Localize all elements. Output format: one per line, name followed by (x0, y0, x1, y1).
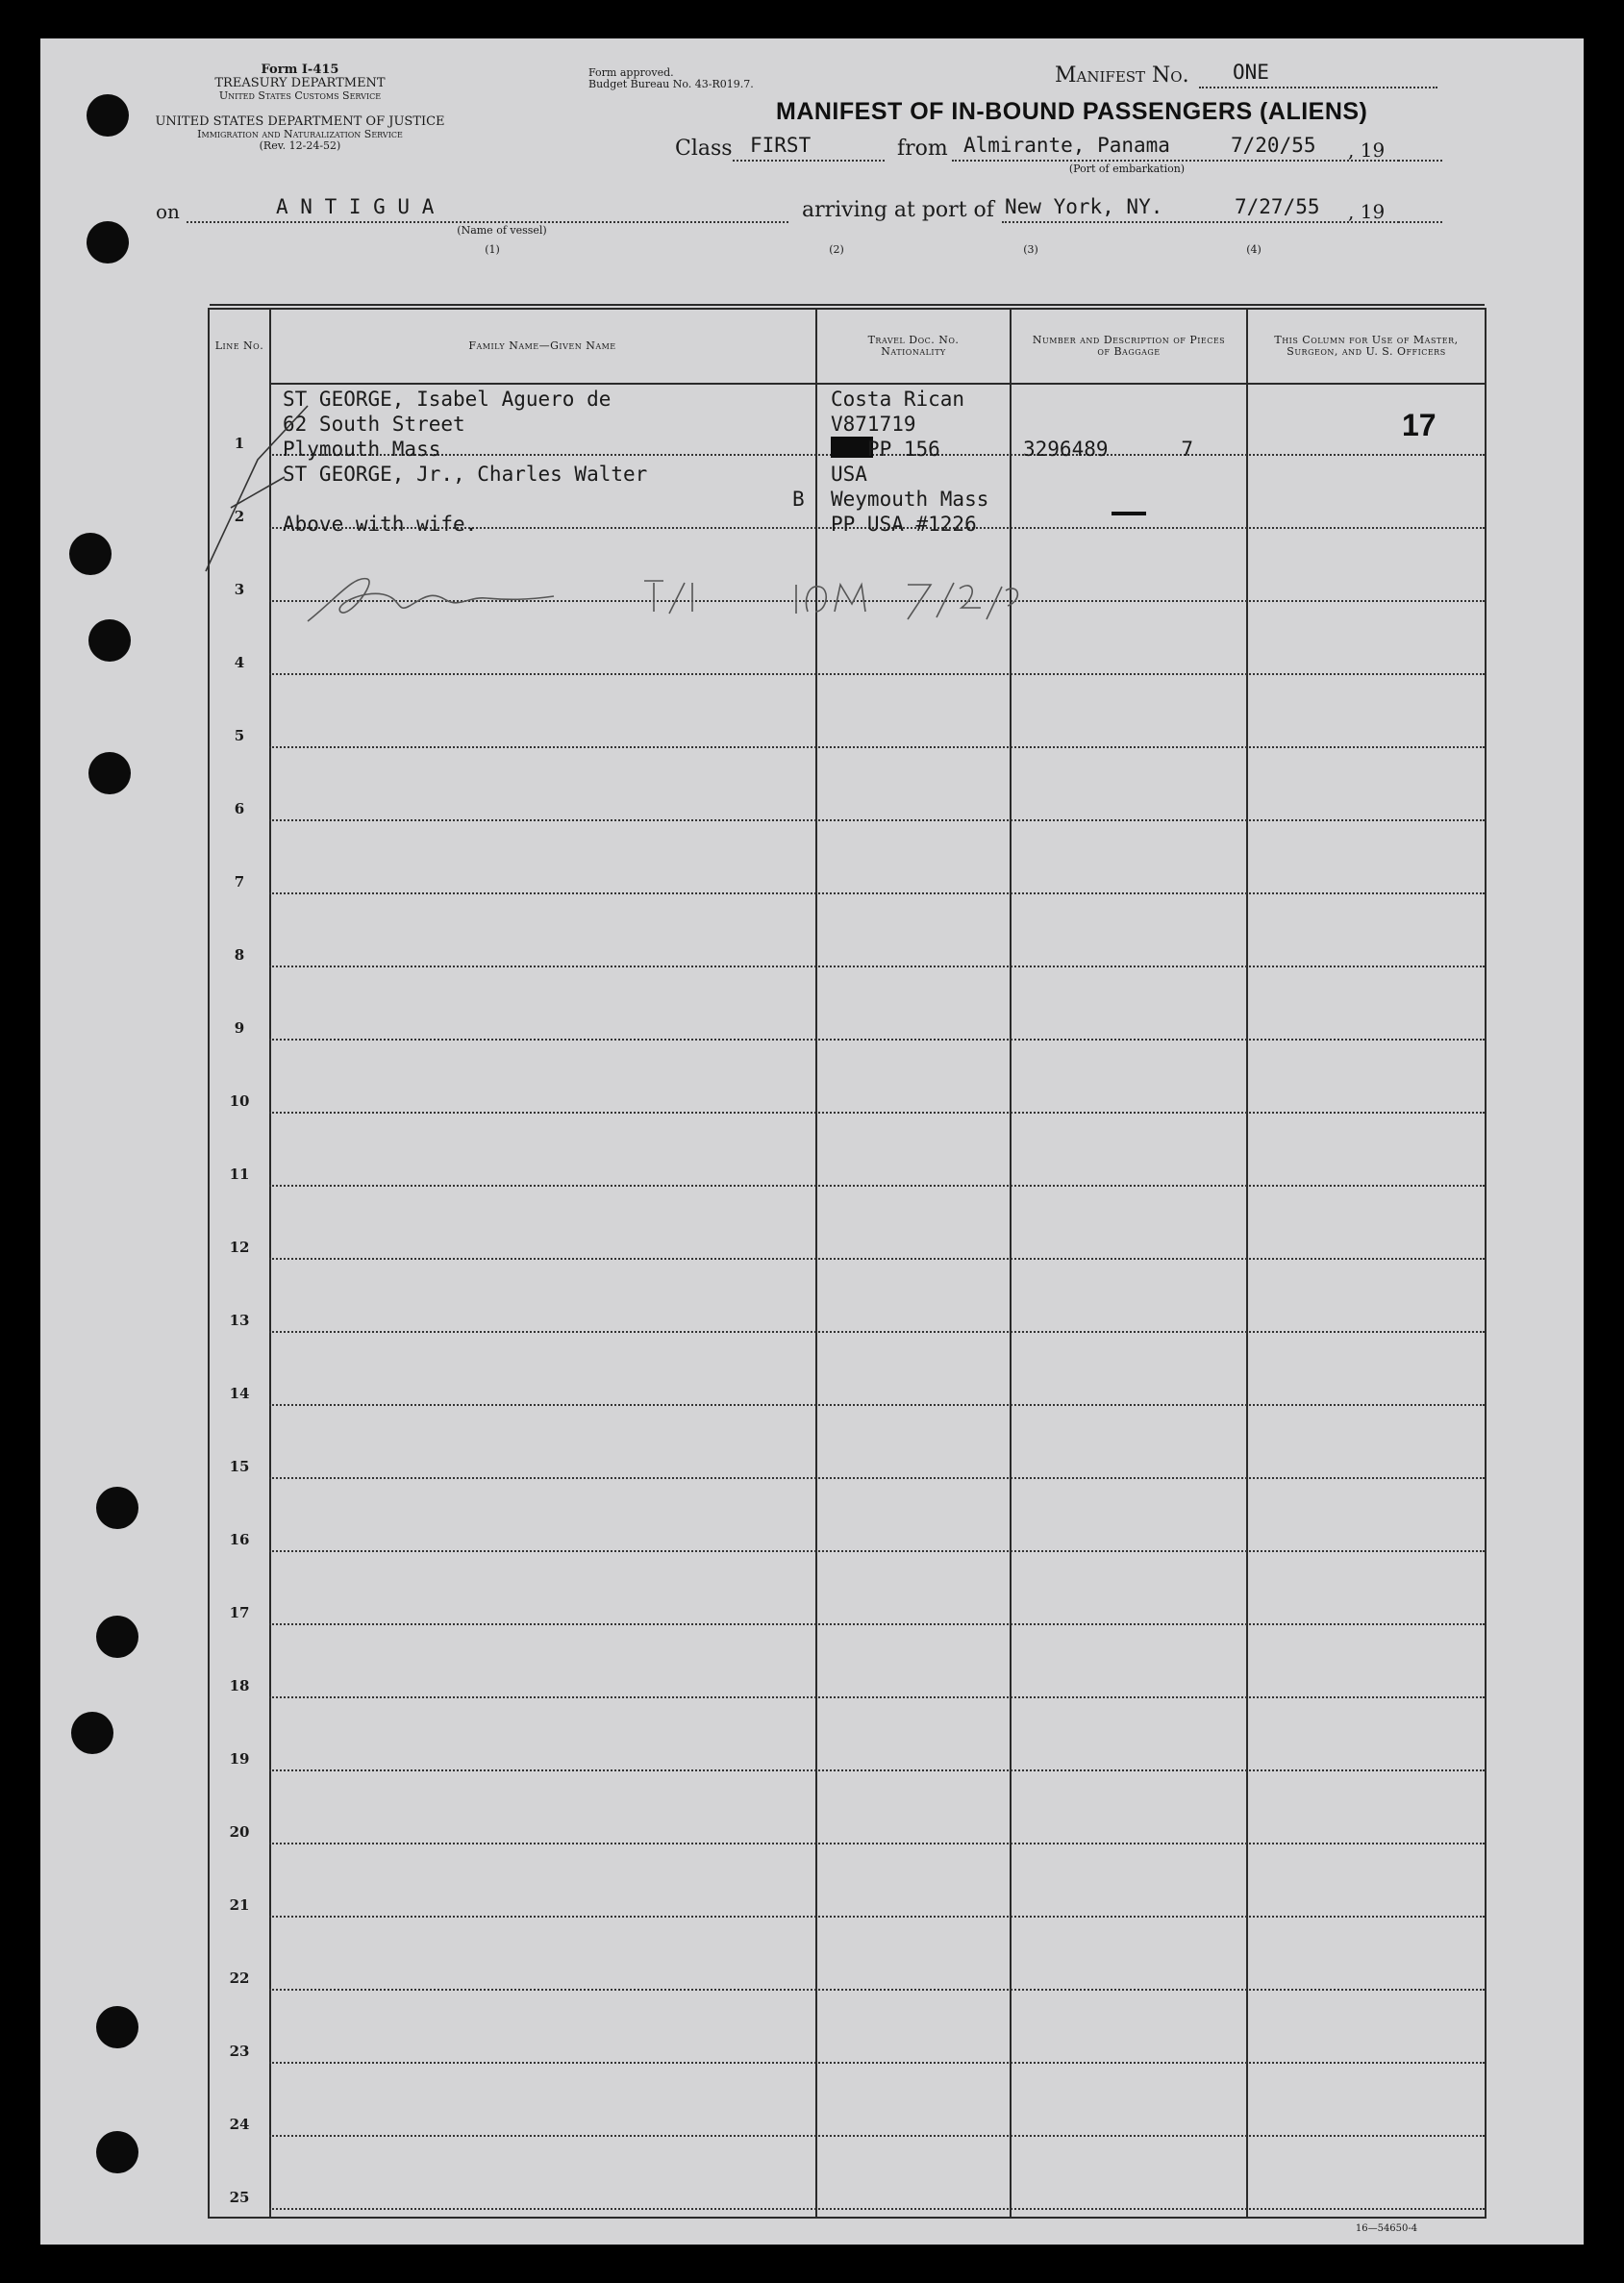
row-number: 20 (229, 1823, 250, 1841)
from-label: from (897, 137, 948, 161)
justice-block (146, 115, 454, 152)
row-number: 25 (229, 2189, 250, 2206)
table-row (210, 1625, 1485, 1698)
binder-hole (88, 752, 131, 794)
col-header-baggage: Number and Description of Pieces of Baggage (1032, 334, 1226, 358)
form-number: Form I-415 (261, 63, 339, 77)
approval-line2: Budget Bureau No. 43-R019.7. (588, 78, 754, 90)
row-number: 15 (229, 1458, 250, 1475)
row-number: 3 (234, 581, 245, 598)
embark-caption: (Port of embarkation) (1068, 163, 1186, 175)
binder-hole (69, 533, 112, 575)
binder-hole (96, 1616, 138, 1658)
approval-block (588, 67, 781, 90)
approval-line1: Form approved. (588, 66, 674, 79)
row-number: 1 (234, 435, 245, 452)
table-row (210, 1479, 1485, 1552)
handwritten-signature (296, 562, 1027, 639)
footer-code: 16—54650-4 (1355, 2223, 1418, 2234)
on-label: on (156, 200, 180, 223)
row-number: 14 (229, 1385, 250, 1402)
travel-doc-block: Costa Rican V871719 PP 156 USA Weymouth Mass PP USA #1226 (831, 388, 989, 536)
table-row (210, 967, 1485, 1041)
binder-hole (96, 2006, 138, 2048)
table-row (210, 1918, 1485, 1991)
col-header-line-no: Line No. (214, 339, 264, 352)
table-row (210, 675, 1485, 748)
passenger-name-block: ST GEORGE, Isabel Aguero de 62 South Street Plymouth Mass ST GEORGE, Jr., Charles Walter Above with wife. (283, 388, 648, 536)
passenger-table (208, 308, 1487, 2219)
row-number: 8 (234, 946, 245, 964)
table-row (210, 2137, 1485, 2210)
table-row (210, 1552, 1485, 1625)
row-number: 10 (229, 1092, 250, 1110)
col-number-2: (2) (829, 243, 844, 256)
table-row (210, 1698, 1485, 1771)
row-number: 22 (229, 1969, 250, 1987)
table-row (210, 1406, 1485, 1479)
row-number: 19 (229, 1750, 250, 1768)
ins-service: Immigration and Naturalization Service (197, 128, 403, 140)
from-date: 7/20/55 (1231, 134, 1316, 157)
table-row (210, 748, 1485, 821)
year-prefix-2: , 19 (1348, 200, 1386, 223)
treasury-dept: TREASURY DEPARTMENT (214, 76, 386, 90)
table-row (210, 894, 1485, 967)
binder-hole (87, 221, 129, 263)
binder-hole (96, 1487, 138, 1529)
from-value: Almirante, Panama (963, 134, 1170, 157)
row-number: 21 (229, 1896, 250, 1914)
class-value: FIRST (750, 134, 812, 157)
baggage-dash-mark (1112, 512, 1146, 515)
arrival-date: 7/27/55 (1235, 195, 1320, 218)
row-rule (269, 2208, 1485, 2210)
col-number-1: (1) (485, 243, 500, 256)
b-mark: B (792, 488, 805, 511)
row-number: 2 (234, 508, 245, 525)
arrival-port: New York, NY. (1005, 195, 1163, 218)
page-title: MANIFEST OF IN-BOUND PASSENGERS (ALIENS) (776, 98, 1368, 125)
manifest-sheet (40, 38, 1584, 2245)
officer-mark: 17 (1402, 408, 1437, 442)
row-number: 23 (229, 2043, 250, 2060)
row-number: 17 (229, 1604, 250, 1621)
revision-date: (Rev. 12-24-52) (259, 139, 341, 152)
binder-hole (88, 619, 131, 662)
row-number: 12 (229, 1239, 250, 1256)
manifest-no-value: ONE (1233, 61, 1269, 84)
row-number: 18 (229, 1677, 250, 1694)
table-row (210, 1771, 1485, 1844)
table-row (210, 1041, 1485, 1114)
col-header-officers: This Column for Use of Master, Surgeon, and U. S. Officers (1274, 334, 1459, 358)
binder-hole (96, 2131, 138, 2173)
class-label: Class (675, 137, 733, 161)
vessel-name: A N T I G U A (276, 195, 435, 218)
row-number: 4 (234, 654, 245, 671)
col-header-name: Family Name—Given Name (468, 339, 616, 352)
table-row (210, 1114, 1485, 1187)
table-row (210, 1260, 1485, 1333)
binder-hole (87, 94, 129, 137)
check-mark-icon (202, 402, 317, 575)
agency-block (156, 63, 444, 102)
customs-service: United States Customs Service (218, 89, 382, 102)
table-row (210, 1991, 1485, 2064)
row-number: 16 (229, 1531, 250, 1548)
col-number-4: (4) (1246, 243, 1262, 256)
baggage-block: 3296489 7 (1023, 438, 1194, 461)
col-header-travel: Travel Doc. No. Nationality (867, 334, 960, 358)
row-number: 9 (234, 1019, 245, 1037)
row-number: 6 (234, 800, 245, 817)
year-prefix: , 19 (1348, 138, 1386, 162)
table-row (210, 1333, 1485, 1406)
justice-dept: UNITED STATES DEPARTMENT OF JUSTICE (155, 114, 445, 129)
row-number: 5 (234, 727, 245, 744)
table-row (210, 1844, 1485, 1918)
arriving-label: arriving at port of (802, 198, 994, 222)
row-number: 11 (229, 1166, 250, 1183)
manifest-no-label: Manifest No. (1055, 63, 1189, 88)
table-row (210, 2064, 1485, 2137)
row-number: 7 (234, 873, 245, 891)
vessel-caption: (Name of vessel) (457, 224, 547, 237)
binder-hole (71, 1712, 113, 1754)
row-number: 13 (229, 1312, 250, 1329)
table-row (210, 821, 1485, 894)
col-number-3: (3) (1023, 243, 1038, 256)
row-number: 24 (229, 2116, 250, 2133)
table-row (210, 1187, 1485, 1260)
